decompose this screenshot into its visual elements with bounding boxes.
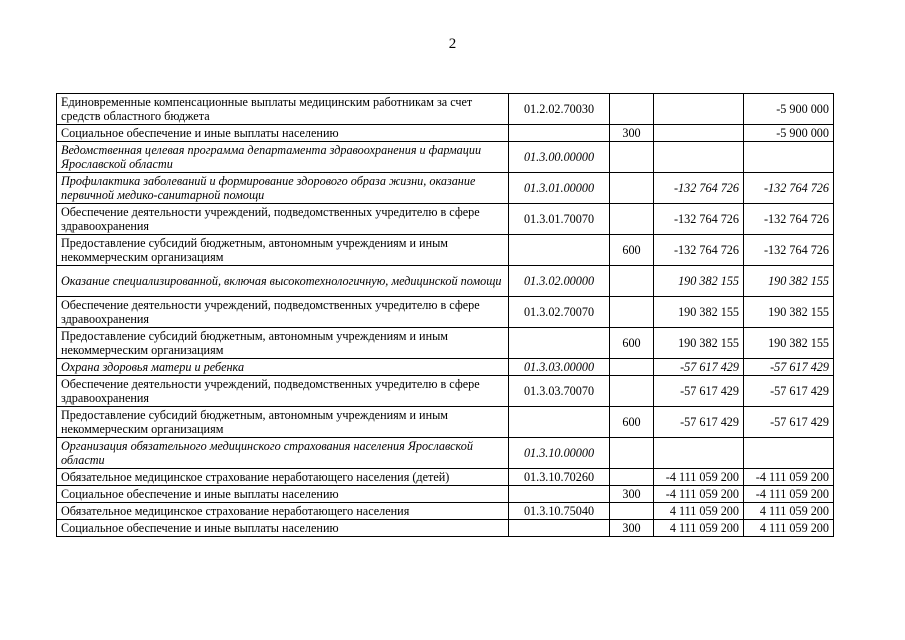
target-article-code-cell: 01.3.10.00000 — [509, 438, 610, 469]
amount-cell-1 — [654, 94, 744, 125]
target-article-code-cell — [509, 486, 610, 503]
expense-type-code-cell — [610, 142, 654, 173]
table-row — [57, 520, 834, 537]
table-row — [57, 503, 834, 520]
amount-cell-1: 190 382 155 — [654, 297, 744, 328]
expense-type-code-cell: 300 — [610, 486, 654, 503]
budget-table-body — [57, 94, 834, 537]
target-article-code-cell: 01.2.02.70030 — [509, 94, 610, 125]
row-name-cell: Предоставление субсидий бюджетным, автономным учреждениям и иным некоммерческим организациям — [57, 235, 509, 266]
amount-cell-2 — [744, 142, 834, 173]
row-name-cell: Социальное обеспечение и иные выплаты населению — [57, 125, 509, 142]
table-row — [57, 376, 834, 407]
amount-cell-1 — [654, 142, 744, 173]
table-row — [57, 359, 834, 376]
amount-cell-2: -57 617 429 — [744, 376, 834, 407]
expense-type-code-cell — [610, 469, 654, 486]
table-row — [57, 235, 834, 266]
row-name-cell: Социальное обеспечение и иные выплаты населению — [57, 520, 509, 537]
amount-cell-1: 4 111 059 200 — [654, 503, 744, 520]
expense-type-code-cell — [610, 359, 654, 376]
table-row — [57, 142, 834, 173]
amount-cell-1: 190 382 155 — [654, 266, 744, 297]
amount-cell-1 — [654, 125, 744, 142]
expense-type-code-cell: 600 — [610, 328, 654, 359]
amount-cell-2 — [744, 438, 834, 469]
target-article-code-cell: 01.3.01.70070 — [509, 204, 610, 235]
amount-cell-2: -57 617 429 — [744, 359, 834, 376]
row-name-cell: Обязательное медицинское страхование неработающего населения (детей) — [57, 469, 509, 486]
row-name-cell: Оказание специализированной, включая высокотехнологичную, медицинской помощи — [57, 266, 509, 297]
expense-type-code-cell — [610, 266, 654, 297]
target-article-code-cell: 01.3.01.00000 — [509, 173, 610, 204]
amount-cell-1: -4 111 059 200 — [654, 486, 744, 503]
expense-type-code-cell: 300 — [610, 520, 654, 537]
amount-cell-2: -5 900 000 — [744, 94, 834, 125]
table-row — [57, 407, 834, 438]
amount-cell-2: -4 111 059 200 — [744, 469, 834, 486]
amount-cell-1: -132 764 726 — [654, 235, 744, 266]
row-name-cell: Ведомственная целевая программа департамента здравоохранения и фармации Ярославской области — [57, 142, 509, 173]
target-article-code-cell: 01.3.10.75040 — [509, 503, 610, 520]
amount-cell-1 — [654, 438, 744, 469]
expense-type-code-cell — [610, 173, 654, 204]
table-row — [57, 438, 834, 469]
table-row — [57, 204, 834, 235]
amount-cell-2: -4 111 059 200 — [744, 486, 834, 503]
target-article-code-cell: 01.3.10.70260 — [509, 469, 610, 486]
amount-cell-2: -5 900 000 — [744, 125, 834, 142]
row-name-cell: Обеспечение деятельности учреждений, подведомственных учредителю в сфере здравоохранения — [57, 204, 509, 235]
row-name-cell: Предоставление субсидий бюджетным, автономным учреждениям и иным некоммерческим организациям — [57, 407, 509, 438]
amount-cell-1: -57 617 429 — [654, 376, 744, 407]
amount-cell-2: 190 382 155 — [744, 266, 834, 297]
amount-cell-1: 4 111 059 200 — [654, 520, 744, 537]
expense-type-code-cell — [610, 297, 654, 328]
target-article-code-cell: 01.3.00.00000 — [509, 142, 610, 173]
target-article-code-cell — [509, 235, 610, 266]
amount-cell-2: 4 111 059 200 — [744, 503, 834, 520]
amount-cell-1: -57 617 429 — [654, 407, 744, 438]
budget-table — [56, 93, 834, 537]
row-name-cell: Обеспечение деятельности учреждений, подведомственных учредителю в сфере здравоохранения — [57, 297, 509, 328]
amount-cell-2: 4 111 059 200 — [744, 520, 834, 537]
target-article-code-cell: 01.3.02.00000 — [509, 266, 610, 297]
expense-type-code-cell: 600 — [610, 407, 654, 438]
target-article-code-cell — [509, 328, 610, 359]
row-name-cell: Охрана здоровья матери и ребенка — [57, 359, 509, 376]
row-name-cell: Единовременные компенсационные выплаты медицинским работникам за счет средств областного бюджета — [57, 94, 509, 125]
row-name-cell: Предоставление субсидий бюджетным, автономным учреждениям и иным некоммерческим организациям — [57, 328, 509, 359]
target-article-code-cell — [509, 125, 610, 142]
expense-type-code-cell — [610, 204, 654, 235]
target-article-code-cell: 01.3.03.00000 — [509, 359, 610, 376]
target-article-code-cell — [509, 407, 610, 438]
amount-cell-1: -4 111 059 200 — [654, 469, 744, 486]
expense-type-code-cell — [610, 376, 654, 407]
table-row — [57, 297, 834, 328]
expense-type-code-cell: 600 — [610, 235, 654, 266]
target-article-code-cell: 01.3.03.70070 — [509, 376, 610, 407]
table-row — [57, 469, 834, 486]
expense-type-code-cell — [610, 438, 654, 469]
row-name-cell: Организация обязательного медицинского страхования населения Ярославской области — [57, 438, 509, 469]
amount-cell-2: 190 382 155 — [744, 328, 834, 359]
target-article-code-cell — [509, 520, 610, 537]
expense-type-code-cell — [610, 503, 654, 520]
table-row — [57, 125, 834, 142]
row-name-cell: Социальное обеспечение и иные выплаты населению — [57, 486, 509, 503]
table-row — [57, 266, 834, 297]
expense-type-code-cell — [610, 94, 654, 125]
row-name-cell: Обязательное медицинское страхование неработающего населения — [57, 503, 509, 520]
amount-cell-2: -132 764 726 — [744, 235, 834, 266]
amount-cell-1: -132 764 726 — [654, 204, 744, 235]
table-row — [57, 173, 834, 204]
amount-cell-1: 190 382 155 — [654, 328, 744, 359]
amount-cell-1: -57 617 429 — [654, 359, 744, 376]
page-number: 2 — [448, 36, 457, 52]
table-row — [57, 328, 834, 359]
table-row — [57, 94, 834, 125]
expense-type-code-cell: 300 — [610, 125, 654, 142]
amount-cell-2: -132 764 726 — [744, 173, 834, 204]
table-row — [57, 486, 834, 503]
target-article-code-cell: 01.3.02.70070 — [509, 297, 610, 328]
amount-cell-1: -132 764 726 — [654, 173, 744, 204]
row-name-cell: Профилактика заболеваний и формирование здорового образа жизни, оказание первичной медико-санитарной помощи — [57, 173, 509, 204]
amount-cell-2: -57 617 429 — [744, 407, 834, 438]
amount-cell-2: -132 764 726 — [744, 204, 834, 235]
amount-cell-2: 190 382 155 — [744, 297, 834, 328]
row-name-cell: Обеспечение деятельности учреждений, подведомственных учредителю в сфере здравоохранения — [57, 376, 509, 407]
